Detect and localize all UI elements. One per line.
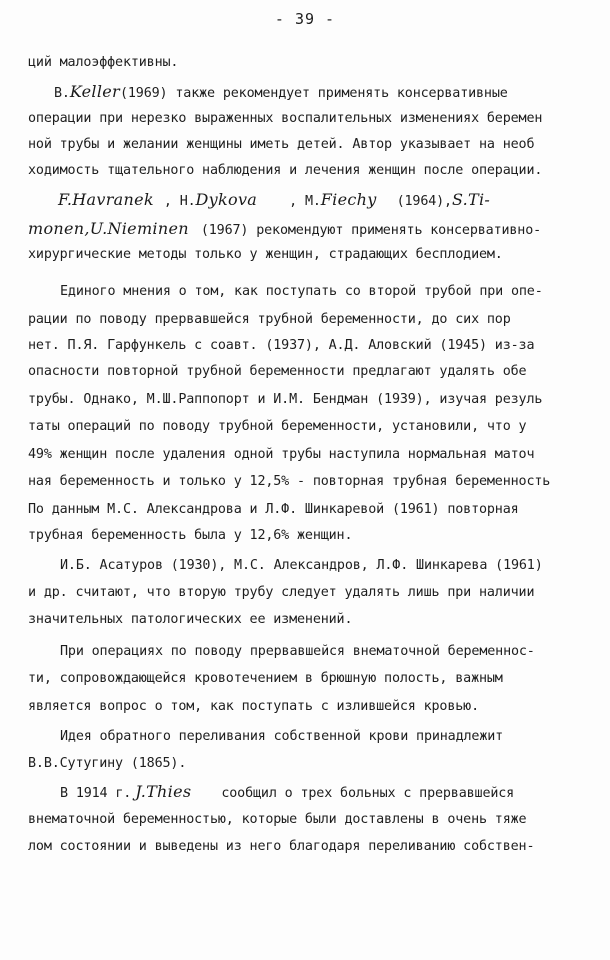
line-text: По данным М.С. Александрова и Л.Ф. Шинкаревой (1961) повторная [28, 502, 519, 517]
text-line [28, 391, 542, 409]
text-line [28, 136, 534, 154]
text-line [58, 191, 490, 211]
text-line [28, 811, 526, 829]
line-text: , М. [289, 194, 321, 209]
text-line [60, 783, 514, 803]
text-line [60, 728, 503, 746]
text-line [28, 337, 534, 355]
text-line [28, 363, 526, 381]
text-line [60, 643, 535, 661]
line-text: рации по поводу прервавшейся трубной беременности, до сих пор [28, 312, 511, 327]
text-line [28, 473, 550, 491]
text-line [28, 584, 534, 602]
line-text: внематочной беременностью, которые были доставлены в очень тяже [28, 812, 527, 827]
line-text: операции при нерезко выраженных воспалительных изменениях беремен [28, 111, 543, 126]
line-text: нет. П.Я. Гарфункель с соавт. (1937), А.Д. Аловский (1945) из-за [28, 338, 535, 353]
line-text: , Н. [163, 194, 196, 209]
line-text: ций малоэффективны. [28, 55, 179, 70]
text-line [28, 501, 519, 519]
text-line [28, 110, 542, 128]
text-line [28, 698, 479, 716]
text-line [60, 557, 543, 575]
page-number: - 39 - [274, 10, 336, 28]
handwritten-name: F.Havranek [58, 190, 154, 209]
text-line [28, 54, 178, 72]
line-text: При операциях по поводу прервавшейся внематочной беременнос- [60, 644, 535, 659]
handwritten-name: S.Ti- [451, 190, 491, 209]
text-line [28, 418, 526, 436]
handwritten-name: monen,U.Nieminen [28, 219, 189, 238]
line-text: Идея обратного переливания собственной крови принадлежит [60, 729, 504, 744]
line-text: таты операций по поводу трубной беременности, установили, что у [28, 419, 527, 434]
text-line [28, 611, 352, 629]
line-text: значительных патологических ее изменений. [28, 612, 353, 627]
text-line [54, 83, 508, 103]
text-line [28, 162, 542, 180]
text-line [28, 838, 534, 856]
text-line [28, 446, 534, 464]
text-line [28, 755, 186, 773]
text-line [28, 220, 541, 240]
text-line [60, 283, 543, 301]
line-text: (1964), [396, 194, 452, 209]
handwritten-name: Dykova [195, 190, 258, 209]
line-text: В 1914 г. [60, 786, 132, 801]
line-text: трубы. Однако, М.Ш.Раппопорт и И.М. Бендман (1939), изучая резуль [28, 392, 543, 407]
line-text: ти, сопровождающейся кровотечением в брюшную полость, важным [28, 671, 503, 686]
line-text: лом состоянии и выведены из него благодаря переливанию собствен- [28, 839, 535, 854]
line-text: (1967) рекомендуют применять консервативно- [200, 223, 542, 238]
line-text: ная беременность и только у 12,5% - повторная трубная беременность [28, 474, 551, 489]
line-text: трубная беременность была у 12,6% женщин. [28, 528, 353, 543]
text-line [28, 246, 503, 264]
line-text: Единого мнения о том, как поступать со второй трубой при опе- [60, 284, 543, 299]
line-text: ходимость тщательного наблюдения и лечения женщин после операции. [28, 163, 543, 178]
line-text: опасности повторной трубной беременности предлагают удалять обе [28, 364, 527, 379]
text-line [28, 527, 352, 545]
line-text: является вопрос о том, как поступать с излившейся кровью. [28, 699, 479, 714]
line-text: (1969) также рекомендует применять консервативные [119, 86, 508, 101]
text-line [28, 670, 503, 688]
handwritten-name: Fiechy [320, 190, 377, 209]
text-line [28, 311, 511, 329]
line-text: 49% женщин после удаления одной трубы наступила нормальная маточ [28, 447, 535, 462]
line-text: сообщил о трех больных с прервавшейся [221, 786, 515, 801]
line-text: И.Б. Асатуров (1930), М.С. Александров, Л.Ф. Шинкарева (1961) [60, 558, 543, 573]
handwritten-name: Keller [69, 82, 120, 101]
line-text: В.В.Сутугину (1865). [28, 756, 187, 771]
line-text: хирургические методы только у женщин, страдающих бесплодием. [28, 247, 503, 262]
line-text: ной трубы и желании женщины иметь детей. Автор указывает на необ [28, 137, 535, 152]
line-text: В. [54, 86, 70, 101]
line-text: и др. считают, что вторую трубу следует удалять лишь при наличии [28, 585, 535, 600]
handwritten-name: J.Thies [135, 782, 192, 801]
